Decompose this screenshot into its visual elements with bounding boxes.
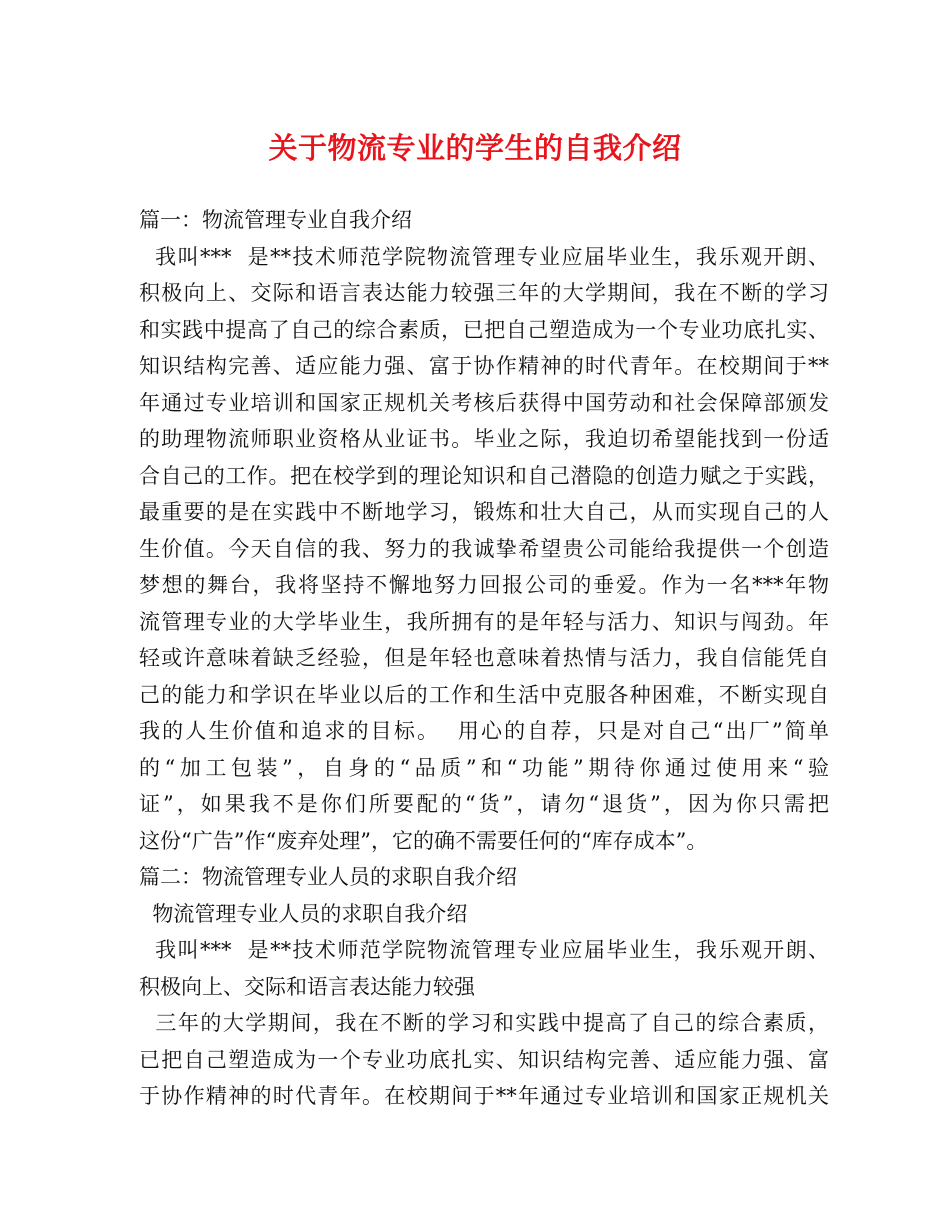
paragraph-line: 我的人生价值和追求的目标。 用心的自荐，只是对自己“出厂”简单 bbox=[139, 719, 829, 743]
paragraph-line: 我叫*** 是**技术师范学院物流管理专业应届毕业生，我乐观开朗、 bbox=[139, 938, 829, 962]
paragraph-line: 物流管理专业人员的求职自我介绍 bbox=[139, 901, 468, 926]
paragraph-line: 己的能力和学识在毕业以后的工作和生活中克服各种困难，不断实现自 bbox=[139, 682, 829, 707]
paragraph-line: 我叫*** 是**技术师范学院物流管理专业应届毕业生，我乐观开朗、 bbox=[139, 244, 829, 269]
paragraph-line: 生价值。今天自信的我、努力的我诚挚希望贵公司能给我提供一个创造 bbox=[139, 536, 829, 561]
paragraph-line: 这份“广告”作“废弃处理”，它的确不需要任何的“库存成本”。 bbox=[139, 828, 708, 853]
paragraph-line: 三年的大学期间，我在不断的学习和实践中提高了自己的综合素质， bbox=[139, 1011, 829, 1035]
paragraph-line: 积极向上、交际和语言表达能力较强三年的大学期间，我在不断的学习 bbox=[139, 281, 829, 305]
paragraph-line: 篇二：物流管理专业人员的求职自我介绍 bbox=[139, 865, 517, 889]
paragraph-line: 和实践中提高了自己的综合素质，已把自己塑造成为一个专业功底扎实、 bbox=[139, 317, 829, 342]
paragraph-line: 证”，如果我不是你们所要配的“货”，请勿“退货”，因为你只需把 bbox=[139, 792, 829, 816]
paragraph-line: 的助理物流师职业资格从业证书。毕业之际，我迫切希望能找到一份适 bbox=[139, 427, 829, 451]
paragraph-line: 年通过专业培训和国家正规机关考核后获得中国劳动和社会保障部颁发 bbox=[139, 390, 829, 415]
paragraph-line: 流管理专业的大学毕业生，我所拥有的是年轻与活力、知识与闯劲。年 bbox=[139, 609, 829, 634]
document-title: 关于物流专业的学生的自我介绍 bbox=[268, 131, 682, 165]
paragraph-line: 的“加工包装”，自身的“品质”和“功能”期待你通过使用来“验 bbox=[139, 755, 829, 780]
paragraph-line: 于协作精神的时代青年。在校期间于**年通过专业培训和国家正规机关 bbox=[139, 1084, 829, 1108]
paragraph-line: 合自己的工作。把在校学到的理论知识和自己潜隐的创造力赋之于实践， bbox=[139, 463, 829, 488]
paragraph-line: 知识结构完善、适应能力强、富于协作精神的时代青年。在校期间于** bbox=[139, 354, 829, 378]
paragraph-line: 已把自己塑造成为一个专业功底扎实、知识结构完善、适应能力强、富 bbox=[139, 1047, 829, 1072]
paragraph-line: 积极向上、交际和语言表达能力较强 bbox=[139, 974, 475, 999]
paragraph-line: 梦想的舞台，我将坚持不懈地努力回报公司的垂爱。作为一名***年物 bbox=[139, 573, 829, 597]
paragraph-line: 轻或许意味着缺乏经验，但是年轻也意味着热情与活力，我自信能凭自 bbox=[139, 646, 829, 670]
paragraph-line: 篇一：物流管理专业自我介绍 bbox=[139, 208, 412, 232]
paragraph-line: 最重要的是在实践中不断地学习，锻炼和壮大自己，从而实现自己的人 bbox=[139, 500, 829, 524]
document-body bbox=[139, 202, 829, 1115]
